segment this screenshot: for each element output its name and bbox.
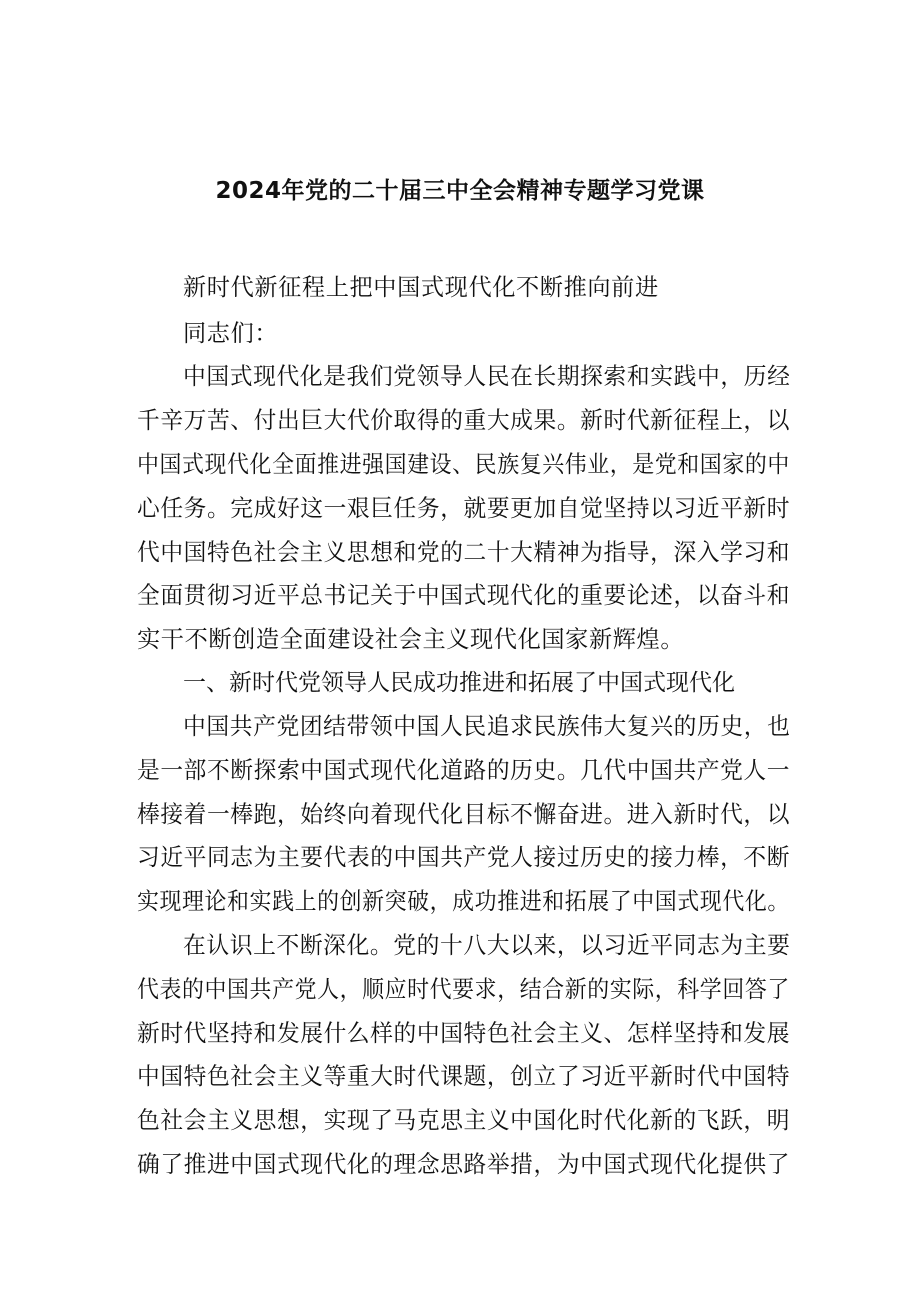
paragraph-line: 色社会主义思想，实现了马克思主义中国化时代化新的飞跃，明 xyxy=(137,1107,791,1134)
paragraph-line: 新时代坚持和发展什么样的中国特色社会主义、怎样坚持和发展 xyxy=(137,1020,791,1047)
paragraph-line: 中国式现代化全面推进强国建设、民族复兴伟业，是党和国家的中 xyxy=(137,451,790,478)
paragraph-line: 中国式现代化是我们党领导人民在长期探索和实践中，历经 xyxy=(183,363,791,390)
document-subtitle: 新时代新征程上把中国式现代化不断推向前进 xyxy=(183,274,659,301)
paragraph-line: 全面贯彻习近平总书记关于中国式现代化的重要论述，以奋斗和 xyxy=(137,582,791,609)
paragraph-line: 习近平同志为主要代表的中国共产党人接过历史的接力棒，不断 xyxy=(137,844,791,871)
paragraph-line: 代表的中国共产党人，顺应时代要求，结合新的实际，科学回答了 xyxy=(137,976,790,1003)
paragraph-line: 确了推进中国式现代化的理念思路举措，为中国式现代化提供了 xyxy=(137,1151,791,1178)
salutation: 同志们： xyxy=(183,320,279,347)
paragraph-line: 千辛万苦、付出巨大代价取得的重大成果。新时代新征程上，以 xyxy=(137,407,791,434)
document-title: 2024年党的二十届三中全会精神专题学习党课 xyxy=(215,178,705,204)
paragraph-line: 棒接着一棒跑，始终向着现代化目标不懈奋进。进入新时代，以 xyxy=(137,801,791,828)
paragraph-line: 实现理论和实践上的创新突破，成功推进和拓展了中国式现代化。 xyxy=(137,888,790,915)
paragraph-line: 在认识上不断深化。党的十八大以来，以习近平同志为主要 xyxy=(183,932,791,959)
paragraph-line: 是一部不断探索中国式现代化道路的历史。几代中国共产党人一 xyxy=(137,757,791,784)
paragraph-line: 中国共产党团结带领中国人民追求民族伟大复兴的历史，也 xyxy=(183,713,791,740)
paragraph-line: 心任务。完成好这一艰巨任务，就要更加自觉坚持以习近平新时 xyxy=(137,495,791,522)
paragraph-line: 代中国特色社会主义思想和党的二十大精神为指导，深入学习和 xyxy=(137,539,791,566)
paragraph-line: 实干不断创造全面建设社会主义现代化国家新辉煌。 xyxy=(137,626,685,653)
section-heading: 一、新时代党领导人民成功推进和拓展了中国式现代化 xyxy=(183,670,735,696)
paragraph-line: 中国特色社会主义等重大时代课题，创立了习近平新时代中国特 xyxy=(137,1063,791,1090)
